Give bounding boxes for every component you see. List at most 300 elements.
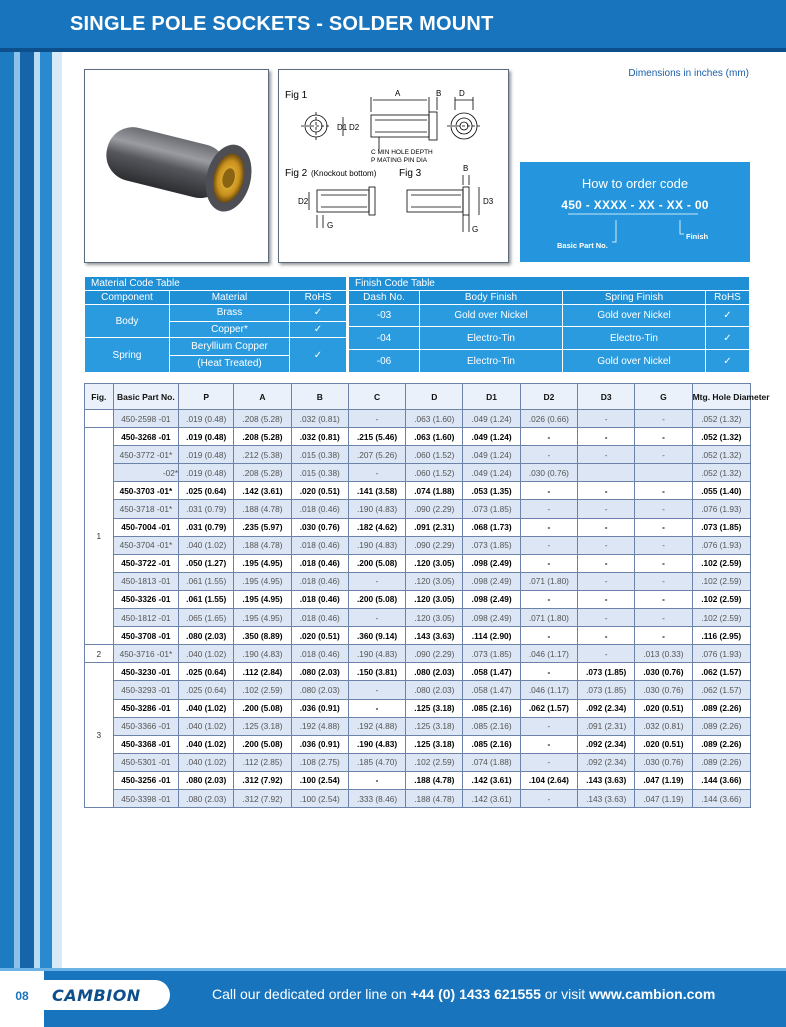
svg-text:D1: D1	[337, 123, 348, 132]
table-cell: .025 (0.64)	[179, 663, 234, 681]
table-cell: .114 (2.90)	[463, 627, 520, 645]
table-cell	[578, 464, 635, 482]
table-cell: .058 (1.47)	[463, 681, 520, 699]
table-cell: -	[520, 627, 577, 645]
table-cell: .125 (3.18)	[406, 699, 463, 717]
table-cell: .062 (1.57)	[692, 663, 750, 681]
table-row	[85, 717, 751, 735]
table-cell: .143 (3.63)	[406, 627, 463, 645]
table-cell: .073 (1.85)	[692, 518, 750, 536]
table-cell: 450-3326 -01	[113, 590, 178, 608]
table-cell: -	[520, 590, 577, 608]
table-cell: 450-1812 -01	[113, 609, 178, 627]
table-cell: 450-3718 -01*	[113, 500, 178, 518]
table-cell: .074 (1.88)	[463, 753, 520, 771]
table-cell: .025 (0.64)	[179, 681, 234, 699]
table-cell: -	[348, 771, 405, 789]
table-cell: .040 (1.02)	[179, 645, 234, 663]
table-cell: .090 (2.29)	[406, 645, 463, 663]
table-cell: .090 (2.29)	[406, 536, 463, 554]
table-cell: 450-3293 -01	[113, 681, 178, 699]
table-cell: .076 (1.93)	[692, 500, 750, 518]
table-cell: .062 (1.57)	[520, 699, 577, 717]
decorative-stripes	[0, 0, 62, 968]
table-cell: .018 (0.46)	[291, 554, 348, 572]
table-cell: .018 (0.46)	[291, 572, 348, 590]
svg-text:D2: D2	[298, 197, 309, 206]
table-cell: .200 (5.08)	[348, 590, 405, 608]
table-cell: .212 (5.38)	[234, 446, 291, 464]
table-row	[85, 789, 751, 807]
column-header: G	[635, 384, 692, 410]
table-cell: .046 (1.17)	[520, 681, 577, 699]
table-cell: 450-1813 -01	[113, 572, 178, 590]
fig-cell: 1	[85, 428, 114, 645]
table-cell: .068 (1.73)	[463, 518, 520, 536]
table-cell: .190 (4.83)	[348, 645, 405, 663]
table-cell: -	[520, 482, 577, 500]
table-cell: 450-3704 -01*	[113, 536, 178, 554]
table-cell: 450-3398 -01	[113, 789, 178, 807]
table-cell: .025 (0.64)	[179, 482, 234, 500]
page-header	[0, 0, 786, 52]
table-cell: -	[578, 590, 635, 608]
column-header: A	[234, 384, 291, 410]
fig2-label: Fig 2	[285, 168, 308, 179]
table-cell: 450-5301 -01	[113, 753, 178, 771]
table-caption: Material Code Table	[85, 277, 347, 291]
table-cell: .049 (1.24)	[463, 446, 520, 464]
order-title: How to order code	[581, 176, 689, 191]
table-cell: .312 (7.92)	[234, 789, 291, 807]
table-cell: 450-3268 -01	[113, 428, 178, 446]
table-cell: -	[578, 627, 635, 645]
table-cell: -	[578, 554, 635, 572]
table-cell: .073 (1.85)	[578, 681, 635, 699]
table-cell: .040 (1.02)	[179, 735, 234, 753]
finish-label: Finish	[686, 232, 709, 241]
table-cell: .350 (8.89)	[234, 627, 291, 645]
column-header: D2	[520, 384, 577, 410]
table-cell: -	[578, 500, 635, 518]
table-cell: -	[520, 717, 577, 735]
table-cell: .091 (2.31)	[578, 717, 635, 735]
table-cell: 450-3703 -01*	[113, 482, 178, 500]
table-cell: .052 (1.32)	[692, 446, 750, 464]
table-cell: .019 (0.48)	[179, 446, 234, 464]
table-cell: .108 (2.75)	[291, 753, 348, 771]
table-cell: .188 (4.78)	[406, 789, 463, 807]
table-cell: -	[348, 699, 405, 717]
table-cell: .080 (2.03)	[179, 627, 234, 645]
table-cell: .032 (0.81)	[635, 717, 692, 735]
table-cell: .080 (2.03)	[291, 663, 348, 681]
table-cell: .050 (1.27)	[179, 554, 234, 572]
table-cell: 450-7004 -01	[113, 518, 178, 536]
table-cell: .040 (1.02)	[179, 717, 234, 735]
table-cell: .116 (2.95)	[692, 627, 750, 645]
table-row	[85, 572, 751, 590]
material-code-table: Material Code Table Component Material RoHS Body Brass ✓ Copper* ✓ Spring Beryllium Copper ✓ (Heat Treated)	[84, 276, 347, 373]
table-cell: .098 (2.49)	[463, 609, 520, 627]
table-row	[85, 609, 751, 627]
table-cell: 450-3722 -01	[113, 554, 178, 572]
table-cell: -	[578, 609, 635, 627]
table-cell: -	[520, 428, 577, 446]
table-cell: .080 (2.03)	[179, 771, 234, 789]
table-cell: .092 (2.34)	[578, 699, 635, 717]
table-cell	[635, 464, 692, 482]
table-cell: .195 (4.95)	[234, 554, 291, 572]
table-cell: -	[348, 681, 405, 699]
table-cell: .208 (5.28)	[234, 464, 291, 482]
table-cell: -	[635, 410, 692, 428]
table-cell: -	[635, 446, 692, 464]
table-cell: .200 (5.08)	[234, 699, 291, 717]
table-cell: .076 (1.93)	[692, 645, 750, 663]
table-cell: 450-2598 -01	[113, 410, 178, 428]
table-cell: .208 (5.28)	[234, 428, 291, 446]
fig-cell: 3	[85, 663, 114, 808]
table-cell: .143 (3.63)	[578, 789, 635, 807]
table-cell: .018 (0.46)	[291, 645, 348, 663]
table-cell: .073 (1.85)	[463, 500, 520, 518]
table-row	[85, 410, 751, 428]
table-cell: 450-3286 -01	[113, 699, 178, 717]
table-cell: -	[635, 609, 692, 627]
table-cell: .030 (0.76)	[291, 518, 348, 536]
table-cell: .089 (2.26)	[692, 717, 750, 735]
table-cell: -	[635, 572, 692, 590]
table-caption: Finish Code Table	[349, 277, 750, 291]
table-row	[85, 446, 751, 464]
svg-text:A: A	[395, 89, 401, 98]
table-cell: .089 (2.26)	[692, 735, 750, 753]
table-cell: .085 (2.16)	[463, 699, 520, 717]
fig3-label: Fig 3	[399, 168, 422, 179]
table-cell: -	[520, 446, 577, 464]
table-cell: .190 (4.83)	[234, 645, 291, 663]
svg-text:G: G	[327, 221, 334, 230]
table-cell: .092 (2.34)	[578, 753, 635, 771]
table-cell: .032 (0.81)	[291, 428, 348, 446]
table-cell: -	[635, 554, 692, 572]
table-row	[85, 663, 751, 681]
table-cell: .120 (3.05)	[406, 554, 463, 572]
page-footer	[0, 968, 786, 1027]
table-row	[85, 735, 751, 753]
table-cell: .073 (1.85)	[463, 536, 520, 554]
order-code: 450 - XXXX - XX - XX - 00	[561, 198, 709, 212]
phone-number: +44 (0) 1433 621555	[410, 986, 541, 1002]
svg-text:C MIN HOLE DEPTH: C MIN HOLE DEPTH	[371, 149, 433, 156]
table-cell: .100 (2.54)	[291, 771, 348, 789]
table-cell: -	[578, 518, 635, 536]
table-row	[85, 464, 751, 482]
table-cell: .188 (4.78)	[234, 500, 291, 518]
table-cell: .200 (5.08)	[348, 554, 405, 572]
table-cell: .047 (1.19)	[635, 789, 692, 807]
table-cell: .142 (3.61)	[463, 771, 520, 789]
table-cell: .112 (2.85)	[234, 753, 291, 771]
table-cell: -	[578, 536, 635, 554]
table-cell: .061 (1.55)	[179, 572, 234, 590]
table-cell: 450-3716 -01*	[113, 645, 178, 663]
column-header: C	[348, 384, 405, 410]
table-cell: 450-3772 -01*	[113, 446, 178, 464]
table-cell: -	[635, 590, 692, 608]
table-cell: .020 (0.51)	[635, 699, 692, 717]
svg-text:B: B	[436, 89, 442, 98]
fig1-label: Fig 1	[285, 90, 308, 101]
table-cell: .080 (2.03)	[179, 789, 234, 807]
table-cell: .190 (4.83)	[348, 500, 405, 518]
order-code-box	[520, 162, 750, 262]
table-cell: .125 (3.18)	[234, 717, 291, 735]
table-cell: .085 (2.16)	[463, 717, 520, 735]
table-cell: 450-3368 -01	[113, 735, 178, 753]
table-cell: -	[520, 735, 577, 753]
table-cell: -02*	[113, 464, 178, 482]
basic-part-label: Basic Part No.	[557, 241, 608, 250]
table-cell: -	[578, 446, 635, 464]
table-cell: .065 (1.65)	[179, 609, 234, 627]
table-cell: .089 (2.26)	[692, 699, 750, 717]
table-cell: .061 (1.55)	[179, 590, 234, 608]
table-cell: .104 (2.64)	[520, 771, 577, 789]
table-cell: .015 (0.38)	[291, 464, 348, 482]
svg-text:D: D	[459, 89, 465, 98]
table-row	[85, 645, 751, 663]
table-cell: .013 (0.33)	[635, 645, 692, 663]
table-cell: .102 (2.59)	[692, 554, 750, 572]
table-cell: .063 (1.60)	[406, 428, 463, 446]
table-cell: .142 (3.61)	[463, 789, 520, 807]
column-header: D3	[578, 384, 635, 410]
table-cell: .018 (0.46)	[291, 500, 348, 518]
finish-code-table: Finish Code Table Dash No. Body Finish Spring Finish RoHS -03 Gold over Nickel Gold over Nickel ✓ -04 Electro-Tin Electro-Tin ✓ -06 Electro-Tin Gold over Nickel ✓	[348, 276, 750, 373]
table-row	[85, 482, 751, 500]
table-cell: .071 (1.80)	[520, 609, 577, 627]
table-cell: .150 (3.81)	[348, 663, 405, 681]
footer-contact: Call our dedicated order line on +44 (0) 1433 621555 or visit www.cambion.com	[212, 986, 716, 1002]
table-cell: .144 (3.66)	[692, 771, 750, 789]
page-title: SINGLE POLE SOCKETS - SOLDER MOUNT	[70, 13, 494, 35]
table-cell: .080 (2.03)	[291, 681, 348, 699]
table-row	[85, 681, 751, 699]
table-cell: .030 (0.76)	[635, 753, 692, 771]
table-row	[85, 699, 751, 717]
page-number: 08	[0, 971, 44, 1027]
table-cell: .036 (0.91)	[291, 699, 348, 717]
table-cell: .052 (1.32)	[692, 410, 750, 428]
table-cell: .020 (0.51)	[291, 482, 348, 500]
table-cell: -	[520, 663, 577, 681]
table-cell: -	[520, 789, 577, 807]
table-cell: 450-3366 -01	[113, 717, 178, 735]
table-cell: -	[520, 753, 577, 771]
table-row	[85, 518, 751, 536]
technical-drawing	[278, 69, 509, 263]
table-cell: .195 (4.95)	[234, 572, 291, 590]
table-cell: -	[578, 428, 635, 446]
product-photo	[84, 69, 269, 263]
table-cell: .120 (3.05)	[406, 572, 463, 590]
column-header: D1	[463, 384, 520, 410]
table-cell: -	[635, 500, 692, 518]
website-link[interactable]: www.cambion.com	[589, 986, 716, 1002]
table-cell: .312 (7.92)	[234, 771, 291, 789]
table-cell: .030 (0.76)	[635, 681, 692, 699]
table-cell: .040 (1.02)	[179, 536, 234, 554]
table-cell: -	[348, 410, 405, 428]
table-cell: .112 (2.84)	[234, 663, 291, 681]
table-cell: .098 (2.49)	[463, 554, 520, 572]
svg-text:D2: D2	[349, 123, 360, 132]
table-row	[85, 536, 751, 554]
table-cell: -	[635, 518, 692, 536]
table-cell: .032 (0.81)	[291, 410, 348, 428]
table-cell: .019 (0.48)	[179, 428, 234, 446]
table-cell: .020 (0.51)	[291, 627, 348, 645]
table-cell: .015 (0.38)	[291, 446, 348, 464]
svg-text:G: G	[472, 225, 479, 234]
table-cell: .098 (2.49)	[463, 572, 520, 590]
table-cell: .120 (3.05)	[406, 609, 463, 627]
table-cell: .143 (3.63)	[578, 771, 635, 789]
table-row	[85, 753, 751, 771]
table-cell: .026 (0.66)	[520, 410, 577, 428]
fig-cell	[85, 410, 114, 428]
table-cell: .125 (3.18)	[406, 735, 463, 753]
table-cell: .208 (5.28)	[234, 410, 291, 428]
table-cell: .188 (4.78)	[234, 536, 291, 554]
table-cell: .052 (1.32)	[692, 428, 750, 446]
fig-cell: 2	[85, 645, 114, 663]
table-row	[85, 500, 751, 518]
table-cell: .063 (1.60)	[406, 410, 463, 428]
table-cell: .074 (1.88)	[406, 482, 463, 500]
table-cell: .019 (0.48)	[179, 464, 234, 482]
table-cell: .360 (9.14)	[348, 627, 405, 645]
table-cell: .102 (2.59)	[406, 753, 463, 771]
table-cell: .192 (4.88)	[291, 717, 348, 735]
table-cell: .185 (4.70)	[348, 753, 405, 771]
table-cell: .333 (8.46)	[348, 789, 405, 807]
table-cell: -	[520, 536, 577, 554]
table-cell: .102 (2.59)	[692, 609, 750, 627]
table-row	[85, 428, 751, 446]
table-cell: .049 (1.24)	[463, 464, 520, 482]
table-cell: .092 (2.34)	[578, 735, 635, 753]
table-cell: .055 (1.40)	[692, 482, 750, 500]
table-cell: .040 (1.02)	[179, 753, 234, 771]
table-cell: .080 (2.03)	[406, 681, 463, 699]
column-header: Fig.	[85, 384, 114, 410]
table-cell: -	[578, 482, 635, 500]
svg-text:B: B	[463, 164, 469, 173]
table-cell: .018 (0.46)	[291, 609, 348, 627]
table-cell: .049 (1.24)	[463, 410, 520, 428]
table-cell: .100 (2.54)	[291, 789, 348, 807]
table-cell: .120 (3.05)	[406, 590, 463, 608]
table-cell: .102 (2.59)	[692, 590, 750, 608]
column-header: P	[179, 384, 234, 410]
table-cell: .060 (1.52)	[406, 446, 463, 464]
table-cell: .040 (1.02)	[179, 699, 234, 717]
table-row	[85, 590, 751, 608]
cambion-logo: CAMBION	[44, 980, 170, 1010]
table-cell: .031 (0.79)	[179, 500, 234, 518]
table-cell: .018 (0.46)	[291, 536, 348, 554]
table-cell: .031 (0.79)	[179, 518, 234, 536]
table-cell: .030 (0.76)	[635, 663, 692, 681]
table-cell: .090 (2.29)	[406, 500, 463, 518]
table-cell: .020 (0.51)	[635, 735, 692, 753]
table-cell: .053 (1.35)	[463, 482, 520, 500]
table-cell: .200 (5.08)	[234, 735, 291, 753]
table-cell: .235 (5.97)	[234, 518, 291, 536]
column-header: B	[291, 384, 348, 410]
table-cell: .062 (1.57)	[692, 681, 750, 699]
table-cell: -	[578, 645, 635, 663]
table-cell: .076 (1.93)	[692, 536, 750, 554]
table-cell: .144 (3.66)	[692, 789, 750, 807]
table-cell: -	[348, 464, 405, 482]
table-cell: -	[348, 609, 405, 627]
table-cell: 450-3256 -01	[113, 771, 178, 789]
column-header: D	[406, 384, 463, 410]
table-row	[85, 627, 751, 645]
table-cell: -	[578, 410, 635, 428]
table-cell: .049 (1.24)	[463, 428, 520, 446]
table-cell: -	[578, 572, 635, 590]
table-cell: .207 (5.26)	[348, 446, 405, 464]
table-cell: .141 (3.58)	[348, 482, 405, 500]
svg-text:(Knockout bottom): (Knockout bottom)	[311, 169, 377, 178]
table-row	[85, 554, 751, 572]
table-cell: -	[520, 554, 577, 572]
table-cell: .089 (2.26)	[692, 753, 750, 771]
table-cell: .190 (4.83)	[348, 735, 405, 753]
table-cell: .102 (2.59)	[234, 681, 291, 699]
table-cell: .047 (1.19)	[635, 771, 692, 789]
table-cell: 450-3708 -01	[113, 627, 178, 645]
column-header: Basic Part No.	[113, 384, 178, 410]
table-cell: .018 (0.46)	[291, 590, 348, 608]
table-cell: -	[635, 627, 692, 645]
column-header: Mtg. Hole Diameter	[692, 384, 750, 410]
table-cell: -	[520, 518, 577, 536]
table-cell: .019 (0.48)	[179, 410, 234, 428]
table-cell: .098 (2.49)	[463, 590, 520, 608]
svg-text:P MATING PIN DIA: P MATING PIN DIA	[371, 157, 428, 164]
table-cell: .080 (2.03)	[406, 663, 463, 681]
svg-text:D3: D3	[483, 197, 494, 206]
table-cell: .142 (3.61)	[234, 482, 291, 500]
table-cell: .073 (1.85)	[463, 645, 520, 663]
table-cell: 450-3230 -01	[113, 663, 178, 681]
table-cell: -	[635, 428, 692, 446]
table-cell: .190 (4.83)	[348, 536, 405, 554]
table-row	[85, 771, 751, 789]
table-cell: .192 (4.88)	[348, 717, 405, 735]
table-cell: .073 (1.85)	[578, 663, 635, 681]
table-cell: -	[520, 500, 577, 518]
dimensions-table	[84, 383, 770, 808]
table-cell: .052 (1.32)	[692, 464, 750, 482]
table-cell: .182 (4.62)	[348, 518, 405, 536]
